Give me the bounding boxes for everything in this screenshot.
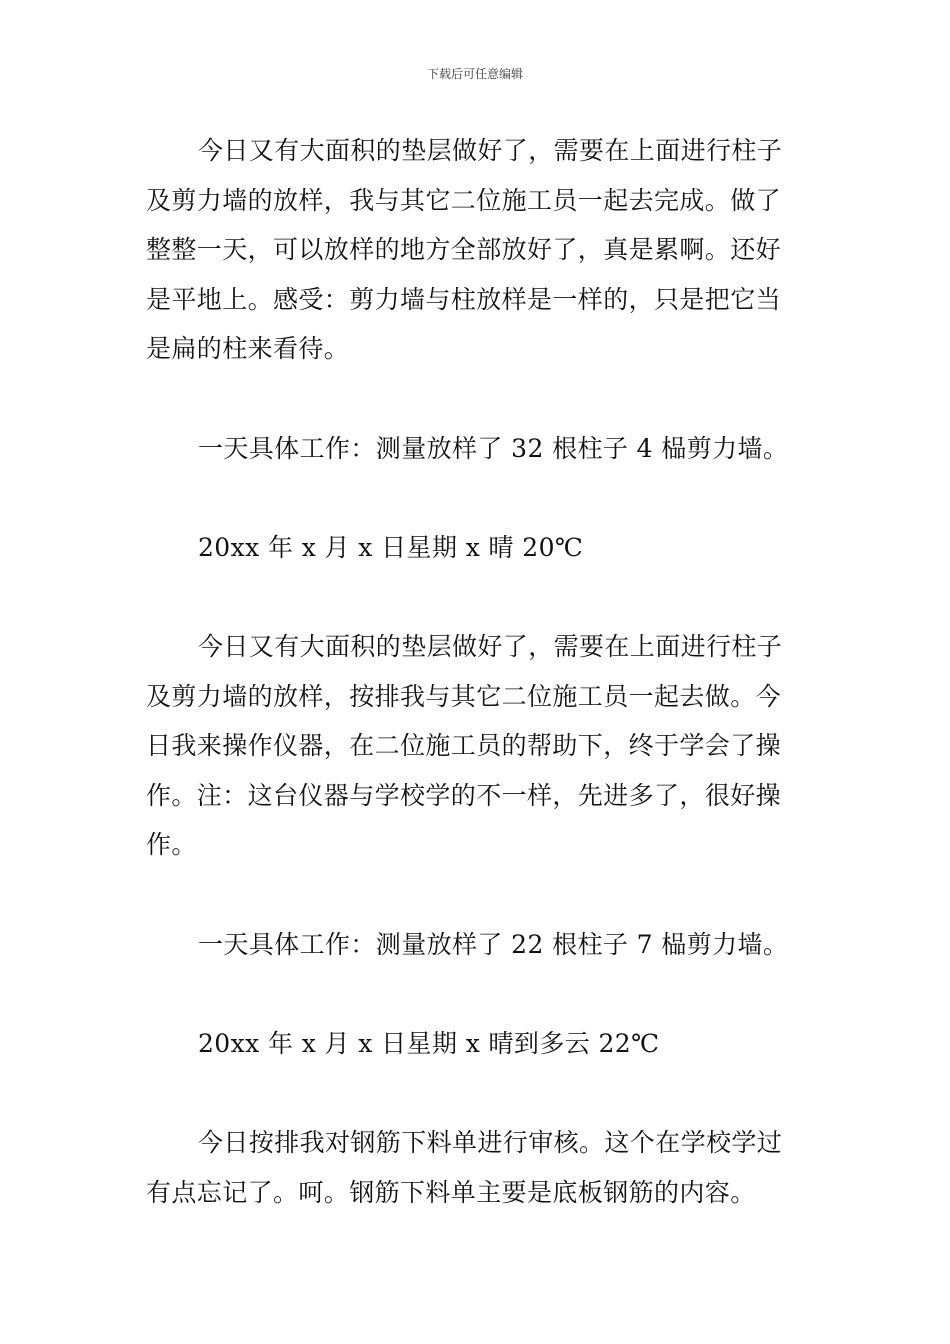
paragraph-line: 及剪力墙的放样，我与其它二位施工员一起去完成。做了 (146, 185, 782, 215)
paragraph-line: 一天具体工作：测量放样了 22 根柱子 7 榀剪力墙。 (198, 930, 789, 959)
date-line-1 (146, 523, 808, 573)
paragraph-line: 是扁的柱来看待。 (146, 334, 350, 364)
paragraph-line: 是平地上。感受：剪力墙与柱放样是一样的，只是把它当 (146, 284, 782, 314)
page-header: 下载后可任意编辑 (426, 67, 523, 81)
paragraph-2 (146, 424, 808, 474)
paragraph-line: 今日按排我对钢筋下料单进行审核。这个在学校学过 (198, 1128, 783, 1157)
paragraph-7 (146, 1118, 808, 1217)
paragraph-1 (146, 126, 808, 374)
paragraph-line: 作。注：这台仪器与学校学的不一样，先进多了，很好操 (146, 780, 782, 810)
date-line-2 (146, 1019, 808, 1069)
paragraph-line: 一天具体工作：测量放样了 32 根柱子 4 榀剪力墙。 (198, 434, 789, 463)
paragraph-line: 20xx 年 x 月 x 日星期 x 晴 20℃ (198, 533, 584, 562)
paragraph-line: 今日又有大面积的垫层做好了，需要在上面进行柱子 (198, 632, 783, 661)
paragraph-line: 今日又有大面积的垫层做好了，需要在上面进行柱子 (198, 136, 783, 165)
paragraph-line: 日我来操作仪器，在二位施工员的帮助下，终于学会了操 (146, 731, 782, 761)
paragraph-4 (146, 622, 808, 870)
paragraph-5 (146, 920, 808, 970)
paragraph-line: 20xx 年 x 月 x 日星期 x 晴到多云 22℃ (198, 1029, 660, 1058)
paragraph-line: 及剪力墙的放样，按排我与其它二位施工员一起去做。今 (146, 681, 782, 711)
paragraph-line: 整整一天，可以放样的地方全部放好了，真是累啊。还好 (146, 235, 782, 265)
paragraph-line: 有点忘记了。呵。钢筋下料单主要是底板钢筋的内容。 (146, 1177, 756, 1207)
paragraph-line: 作。 (146, 830, 197, 860)
